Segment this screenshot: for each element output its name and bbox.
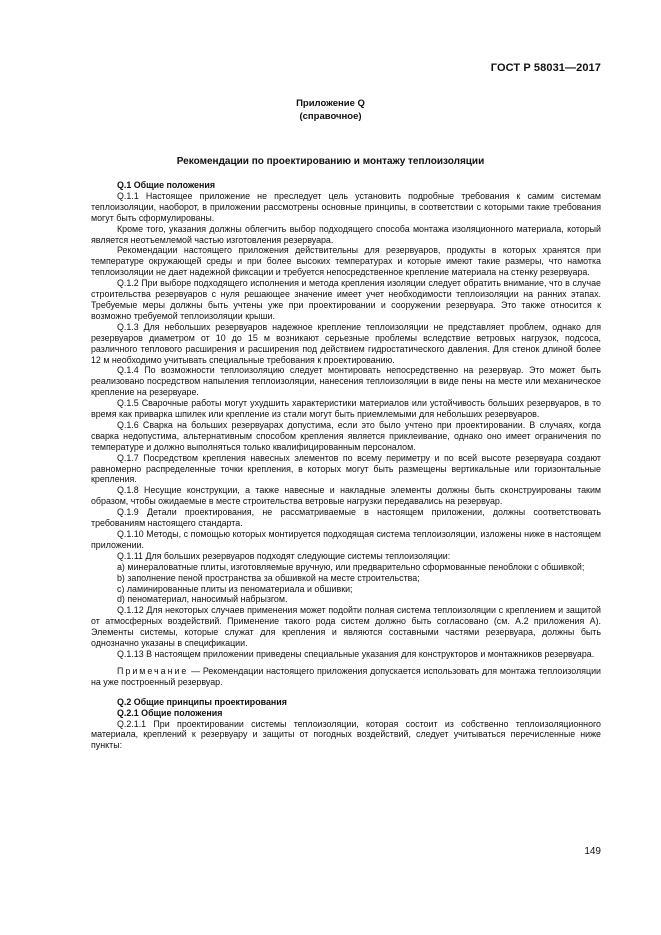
paragraph: Q.1.2 При выборе подходящего исполнения и метода крепления изоляции следует обратить внимание, что в случае строительства резервуаров с нуля решающее значение имеет учет необходимости теплоизоляции на ранних этапах. Требуемые меры должны быть учтены уже при проектировании и сооружении резервуара. Это также относится к возможно требуемой теплоизоляции крыши. [91,278,601,321]
paragraph: Q.1.9 Детали проектирования, не рассматриваемые в настоящем приложении, должны соответствовать требованиям настоящего стандарта. [91,507,601,529]
section-heading: Q.1 Общие положения [117,180,215,190]
paragraph: Q.1.7 Посредством крепления навесных элементов по всему периметру и по всей высоте резервуара создают равномерно распределенные точки крепления, в которых могут быть размещены вертикальные или горизонтальные крепления. [91,452,601,485]
paragraph: Q.1.4 По возможности теплоизоляцию следует монтировать непосредственно на резервуар. Это может быть реализовано посредством напыления теплоизоляции, нанесения теплоизоляции в виде пены на месте или механическое крепление на резервуаре. [91,365,601,398]
subsection-heading: Q.2.1 Общие положения [117,707,223,718]
paragraph: Q.1.3 Для небольших резервуаров надежное крепление теплоизоляции не представляет проблем, однако для резервуаров диаметром от 10 до 15 м возникают серьезные проблемы вследствие ветровых нагрузок, подсоса, различного теплового расширения и расширения под действием гидростатического давления. Для стенок длиной более 12 м необходимо учитывать специальные требования к проектированию. [91,321,601,365]
paragraph: Q.1.8 Несущие конструкции, а также навесные и накладные элементы должны быть сконструированы таким образом, чтобы ожидаемые в месте строительства ветровые нагрузки передавались на резервуар. [91,485,601,507]
paragraph: Q.1.13 В настоящем приложении приведены специальные указания для конструкторов и монтажников резервуара. [117,648,595,659]
note-label: Примечание [117,665,189,676]
note-text: — Рекомендации настоящего приложения допускается использовать для монтажа теплоизоляции на уже построенный резервуар. [91,665,601,687]
section-heading: Q.2 Общие принципы проектирования [117,696,287,707]
appendix-heading [0,98,661,123]
list-item: b) заполнение пеной пространства за обшивкой на месте строительства; [117,572,420,583]
paragraph: Q.1.12 Для некоторых случаев применения может подойти полная система теплоизоляции с креплением и защитой от атмосферных воздействий. Применение такого рода систем должно быть согласовано (см. А.2 приложения А). Элементы системы, которые служат для крепления и являются составными частями резервуара, должны быть однозначно указаны в спецификации. [91,605,601,649]
note [91,666,601,688]
list-item: c) ламинированные плиты из пеноматериала и обшивки; [117,583,353,594]
paragraph: Q.2.1.1 При проектировании системы теплоизоляции, которая состоит из собственно теплоизоляционного материала, креплений к резервуару и защиты от погодных воздействий, следует учитываться перечисленные ниже пункты: [91,718,601,751]
page-number: 149 [584,846,601,857]
section-title: Рекомендации по проектированию и монтажу теплоизоляции [176,156,485,167]
paragraph: Кроме того, указания должны облегчить выбор подходящего способа монтажа изоляционного материала, который является неотъемлемой частью изготовления резервуара. [91,223,601,245]
document-body [91,180,601,751]
document-id: ГОСТ Р 58031—2017 [490,62,601,74]
list-item: d) пеноматериал, наносимый набрызгом. [117,594,288,605]
appendix-subtitle: (справочное) [299,110,362,122]
paragraph: Q.1.6 Сварка на больших резервуарах допустима, если это было учтено при проектировании. В случаях, когда сварка недопустима, альтернативным способом крепления является приклеивание, однако оно имеет ограничения по температуре и должно выполняться только квалифицированным персоналом. [91,419,601,452]
list-item: а) минераловатные плиты, изготовляемые вручную, или предварительно сформованные пеноблоки с обшивкой; [117,561,585,572]
paragraph: Q.1.5 Сварочные работы могут ухудшить характеристики материалов или устойчивость больших резервуаров, в то время как приварка шпилек или крепление из стали могут быть приемлемыми для небольших резервуаров. [91,398,601,420]
appendix-title: Приложение Q [296,98,365,109]
paragraph: Рекомендации настоящего приложения действительны для резервуаров, продукты в которых хранятся при температуре окружающей среды и при более высоких температурах и которые имеют такие размеры, что намотка теплоизоляции не дает надежной фиксации и требуется непосредственное крепление материала на стенку резервуара. [91,245,601,278]
paragraph: Q.1.10 Методы, с помощью которых монтируется подходящая система теплоизоляции, изложены ниже в настоящем приложении. [91,529,601,550]
paragraph: Q.1.11 Для больших резервуаров подходят следующие системы теплоизоляции: [117,550,451,561]
paragraph: Q.1.1 Настоящее приложение не преследует цель установить подробные требования к самим системам теплоизоляции, наоборот, в приложении рассмотрены основные принципы, в соответствии с которыми такие требования могут быть сформулированы. [91,190,601,223]
